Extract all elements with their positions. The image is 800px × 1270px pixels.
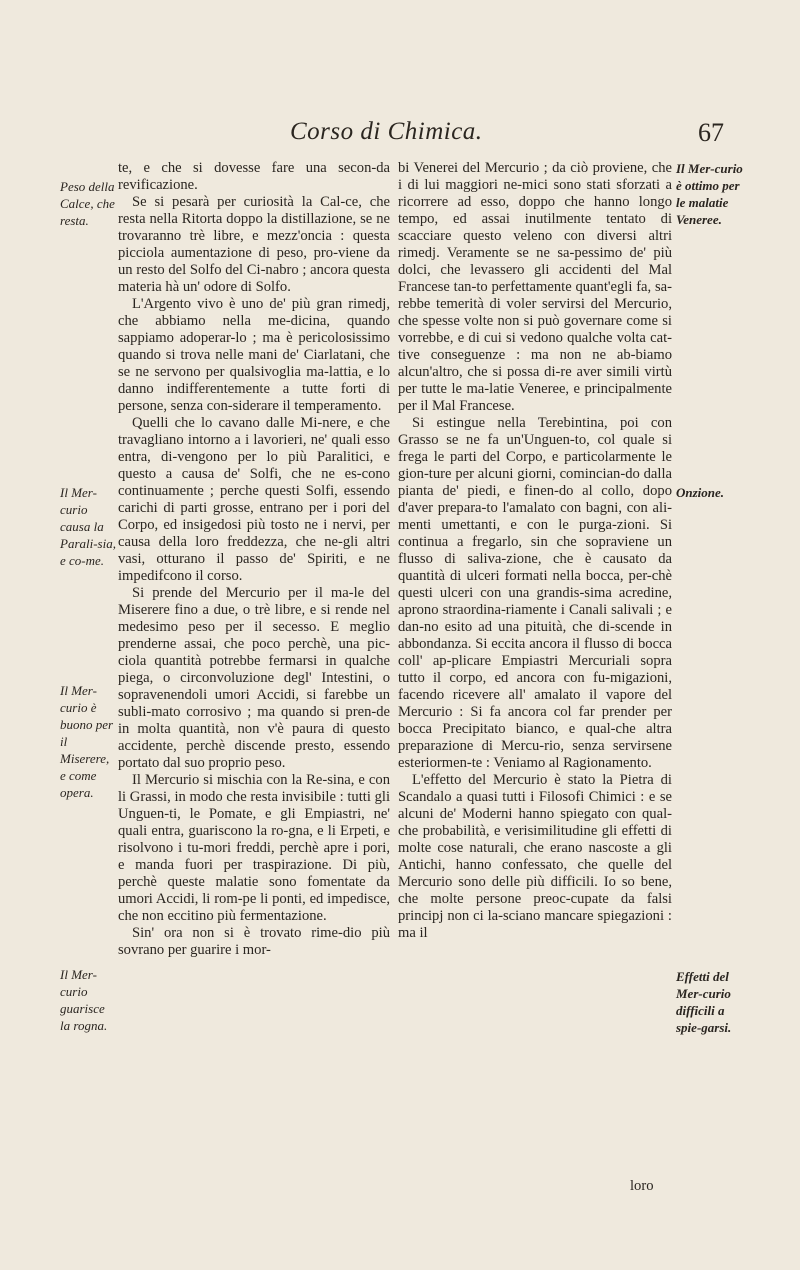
page-number: 67 [698,118,724,147]
paragraph: Si prende del Mercurio per il ma-le del Miserere fino a due, o trè libre, e si rende nel medesimo peso per il secesso. E meglio prenderne assai, che poco perchè, una pic-ciola quantità potrebbe fermarsi in qualche piega, o circonvoluzione degl' Intestini, o sopravenendoli umori Accidi, si farebbe un subli-mato corrosivo ; ma quando si pren-de in molta quantità, non v'è paura di questo accidente, perchè discende presto, essendo portato dal suo proprio peso. [118,585,390,771]
page-header [0,118,800,158]
left-column [118,160,390,959]
paragraph: L'Argento vivo è uno de' più gran rimedj, che abbiamo nella me-dicina, quando sappiamo adoperar-lo ; ma è pericolosissimo quando si trova nelle mani de' Ciarlatani, che se ne servono per qualsivoglia ma-lattia, e lo danno indifferentemente a tutte forti di persone, senza con-siderare il temperamento. [118,296,390,414]
paragraph: Sin' ora non si è trovato rime-dio più sovrano per guarire i mor- [118,925,390,958]
paragraph: Il Mercurio si mischia con la Re-sina, e con li Grassi, in modo che resta invisibile : tutti gli Unguen-ti, le Pomate, e gli Empiastri, ne' quali entra, guariscono la ro-gna, e li Erpeti, e risolvono i tu-mori freddi, perchè apre i pori, e manda fuori per traspirazione. Di più, perchè queste malatie sono fomentate da umori Accidi, li rom-pe li ponti, ed impedisce, che non eccitino più fermentazione. [118,772,390,924]
paragraph: te, e che si dovesse fare una secon-da revificazione. [118,160,390,193]
paragraph: bi Venerei del Mercurio ; da ciò proviene, che i di lui maggiori ne-mici sono stati sforzati a ricorrere ad esso, doppo che hanno longo tempo, ed assai inutilmente tentato di scacciare questo veleno con diversi altri rimedj. Veramente se ne sa-pessimo de' più dolci, che levassero gli accidenti del Mal Francese tan-to perfettamente quant'egli fa, sa-rebbe temerità di voler servirsi del Mercurio, che spesse volte non si può governare come si vorrebbe, e di cui si vedono qualche volta cat-tive conseguenze : ma non ne ab-biamo alcun'altro, che si possa di-re aver simili virtù per tutte le ma-latie Veneree, e principalmente per il Mal Francese. [398,160,672,414]
paragraph: Si estingue nella Terebintina, poi con Grasso se ne fa un'Unguen-to, col quale si frega le parti del Corpo, e particolarmente le gion-ture per alcuni giorni, comincian-do dalla pianta de' piedi, e finen-do al collo, dopo d'aver prepara-to l'amalato con bagni, con ali-menti umettanti, e con le purga-zioni. Si continua a fregarlo, sin che sopraviene un flusso di saliva-zione, che è causato da quantità di ulceri formati nella bocca, per-chè questi ulceri con una grandis-sima acredine, aprono straordina-riamente i Canali salivali ; e dan-no esito ad una pituità, che di-scende in abbondanza. Si eccita ancora il flusso di bocca coll' ap-plicare Empiastri Mercuriali sopra tutto il corpo, ed ancora con fu-migazioni, facendo ricevere all' amalato il vapore del Mercurio : Si fa ancora col far prender per bocca Precipitato bianco, e qual-che altra preparazione di Mercu-rio, senza servirsene esteriormen-te : Veniamo al Ragionamento. [398,415,672,771]
margin-note-veneree: Il Mer-curio è ottimo per le malatie Veneree. [676,161,743,227]
catchword: loro [630,1178,654,1194]
margin-note-effetti: Effetti del Mer-curio difficili a spie-garsi. [676,969,732,1035]
running-title: Corso di Chimica. [290,118,483,145]
paragraph: Quelli che lo cavano dalle Mi-nere, e che travagliano intorno a i lavorieri, ne' quali esso entra, di-vengono per lo più Paralitici, e questo a causa de' Solfi, che ne es-cono continuamente ; perche questi Solfi, essendo carichi di parti grosse, entrano per i pori del Corpo, ed insigedosi più tosto ne i nervi, per causa della loro freddezza, che ne-gli altri vasi, otturano il passo de' Spiriti, e ne impedifcono il corso. [118,415,390,584]
margin-note-paralisia: Il Mer-curio causa la Parali-sia, e co-me. [60,485,116,568]
right-column [398,160,672,942]
margin-note-miserere: Il Mer-curio è buono per il Miserere, e come opera. [60,683,114,800]
margin-note-rogna: Il Mer-curio guarisce la rogna. [60,967,108,1033]
paragraph: L'effetto del Mercurio è stato la Pietra di Scandalo a quasi tutti i Filosofi Chimici : e se alcuni de' Moderni hanno spiegato con qual-che probabilità, e verisimilitudine gli effetti di molte cose naturali, che erano nascoste a gli Antichi, hanno confessato, che quelle del Mercurio sono delle più difficili. Io so bene, che molte persone preoc-cupate da falsi principj non ci la-sciano mancare spiegazioni : ma il [398,772,672,941]
paragraph: Se si pesarà per curiosità la Cal-ce, che resta nella Ritorta doppo la distillazione, se ne trovaranno trè libre, e mezz'oncia : questa picciola aumentazione di peso, pro-viene da un resto del Solfo del Ci-nabro ; ancora questa materia hà un' odore di Solfo. [118,194,390,295]
margin-note-peso-calce: Peso della Calce, che resta. [60,179,115,228]
margin-note-onzione: Onzione. [676,485,725,500]
